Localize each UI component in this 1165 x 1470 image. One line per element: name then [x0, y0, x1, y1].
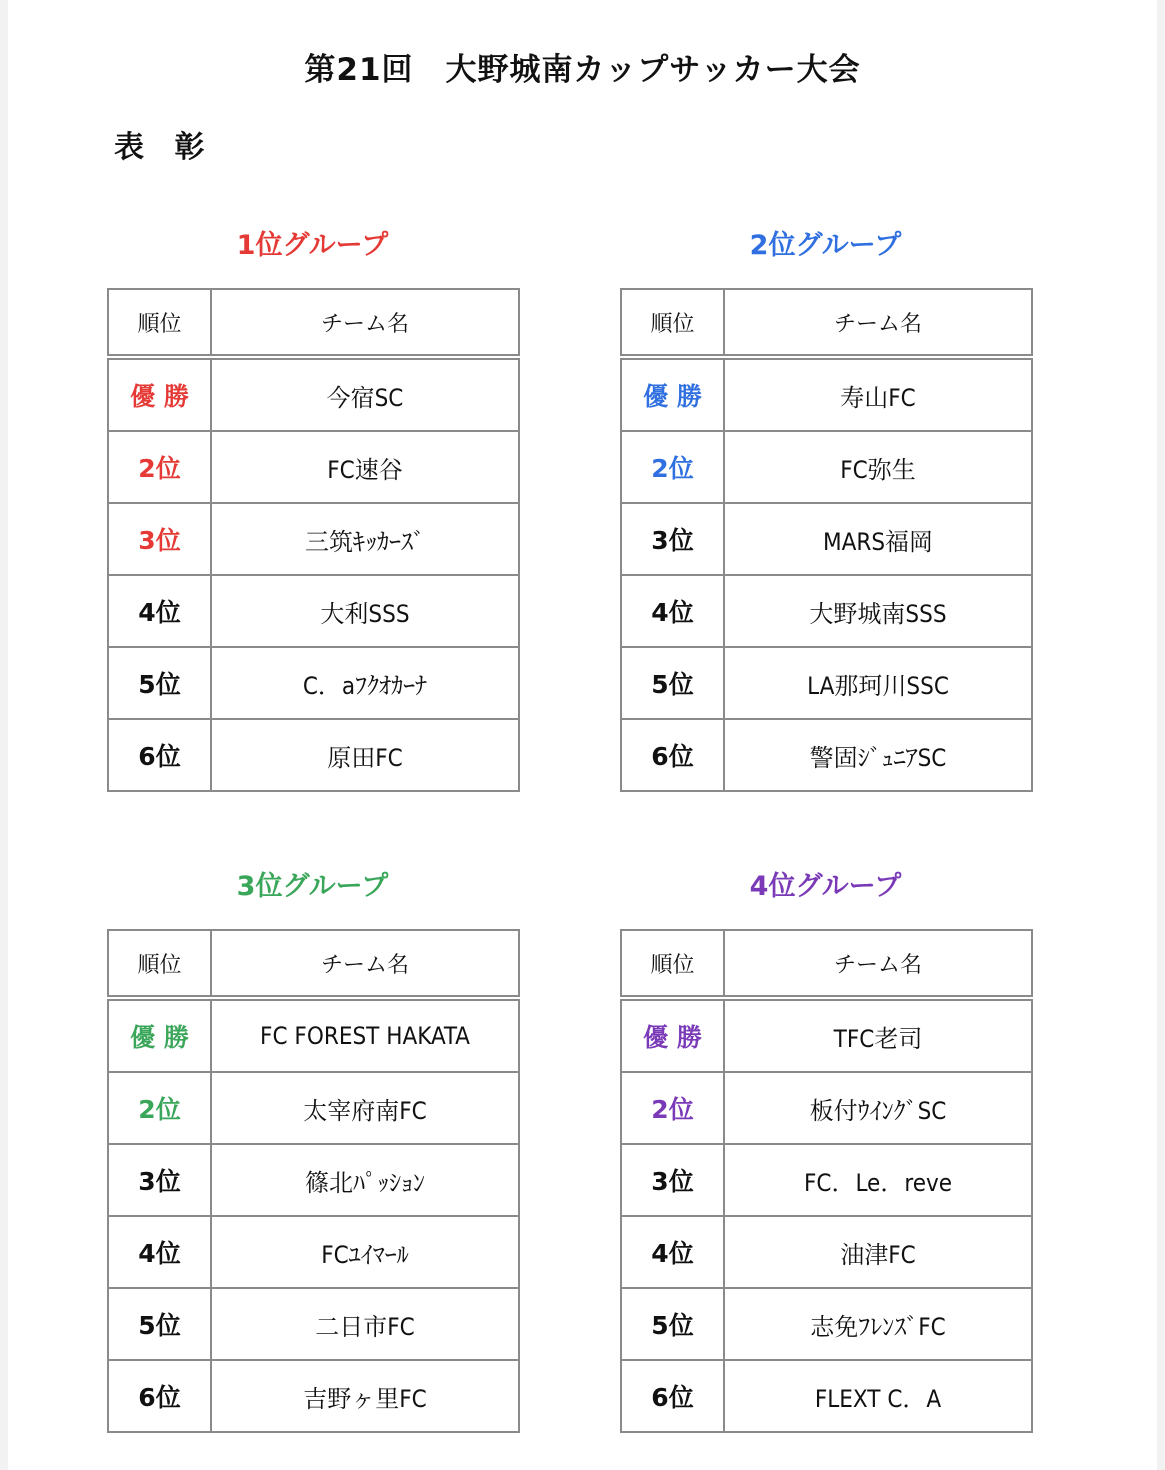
rank-cell: 4位	[108, 1216, 211, 1288]
table-header-row	[621, 289, 1032, 357]
team-column-header: チーム名	[211, 289, 519, 357]
rank-cell: 6位	[108, 1360, 211, 1432]
table-row	[621, 647, 1032, 719]
team-cell: C．aﾌｸｵｶｰﾅ	[211, 647, 519, 719]
rank-cell: 5位	[108, 1288, 211, 1360]
team-cell: TFC老司	[724, 998, 1032, 1072]
rank-cell: 5位	[621, 647, 724, 719]
results-table	[620, 929, 1033, 1433]
team-cell: FC FOREST HAKATA	[211, 998, 519, 1072]
rank-cell: 6位	[621, 1360, 724, 1432]
rank-column-header: 順位	[621, 930, 724, 998]
table-header-row	[108, 289, 519, 357]
rank-cell: 優 勝	[108, 998, 211, 1072]
table-row	[621, 1144, 1032, 1216]
table-row	[108, 575, 519, 647]
team-column-header: チーム名	[724, 930, 1032, 998]
table-row	[108, 1288, 519, 1360]
table-row	[108, 357, 519, 431]
team-cell: LA那珂川SSC	[724, 647, 1032, 719]
rank-cell: 3位	[108, 503, 211, 575]
rank-cell: 優 勝	[621, 998, 724, 1072]
team-cell: 三筑ｷｯｶｰｽﾞ	[211, 503, 519, 575]
table-row	[621, 1216, 1032, 1288]
rank-cell: 5位	[108, 647, 211, 719]
table-row	[108, 647, 519, 719]
table-row	[108, 1360, 519, 1432]
table-row	[108, 503, 519, 575]
group-4-block	[620, 867, 1031, 1433]
table-header-row	[108, 930, 519, 998]
rank-cell: 6位	[621, 719, 724, 791]
rank-cell: 2位	[108, 431, 211, 503]
table-row	[621, 1360, 1032, 1432]
team-cell: 二日市FC	[211, 1288, 519, 1360]
group-title: 4位グループ	[749, 871, 902, 902]
team-cell: FLEXT C．A	[724, 1360, 1032, 1432]
team-cell: FC．Le．reve	[724, 1144, 1032, 1216]
team-column-header: チーム名	[724, 289, 1032, 357]
rank-cell: 2位	[621, 431, 724, 503]
team-cell: 大野城南SSS	[724, 575, 1032, 647]
team-cell: 原田FC	[211, 719, 519, 791]
rank-cell: 3位	[621, 1144, 724, 1216]
rank-cell: 4位	[621, 575, 724, 647]
group-2-block	[620, 226, 1031, 792]
team-cell: 板付ｳｲﾝｸﾞSC	[724, 1072, 1032, 1144]
table-header-row	[621, 930, 1032, 998]
table-row	[621, 1072, 1032, 1144]
group-title: 1位グループ	[236, 230, 389, 261]
rank-cell: 5位	[621, 1288, 724, 1360]
team-cell: 吉野ヶ里FC	[211, 1360, 519, 1432]
team-cell: 油津FC	[724, 1216, 1032, 1288]
table-row	[108, 719, 519, 791]
rank-column-header: 順位	[108, 930, 211, 998]
team-cell: 警固ｼﾞｭﾆｱSC	[724, 719, 1032, 791]
group-title: 3位グループ	[236, 871, 389, 902]
table-row	[108, 431, 519, 503]
team-cell: 寿山FC	[724, 357, 1032, 431]
table-row	[108, 1072, 519, 1144]
table-row	[621, 431, 1032, 503]
results-table	[620, 288, 1033, 792]
team-cell: 志免ﾌﾚﾝｽﾞFC	[724, 1288, 1032, 1360]
table-row	[621, 575, 1032, 647]
rank-cell: 優 勝	[621, 357, 724, 431]
table-row	[621, 357, 1032, 431]
table-row	[621, 719, 1032, 791]
group-1-block	[107, 226, 518, 792]
team-cell: 今宿SC	[211, 357, 519, 431]
rank-cell: 3位	[108, 1144, 211, 1216]
table-row	[108, 998, 519, 1072]
rank-cell: 4位	[621, 1216, 724, 1288]
team-cell: 大利SSS	[211, 575, 519, 647]
team-column-header: チーム名	[211, 930, 519, 998]
rank-cell: 3位	[621, 503, 724, 575]
group-title: 2位グループ	[749, 230, 902, 261]
rank-cell: 2位	[621, 1072, 724, 1144]
team-cell: 太宰府南FC	[211, 1072, 519, 1144]
rank-cell: 6位	[108, 719, 211, 791]
results-table	[107, 929, 520, 1433]
rank-cell: 4位	[108, 575, 211, 647]
team-cell: FCﾕｲﾏｰﾙ	[211, 1216, 519, 1288]
table-row	[108, 1144, 519, 1216]
rank-cell: 優 勝	[108, 357, 211, 431]
rank-column-header: 順位	[621, 289, 724, 357]
table-row	[108, 1216, 519, 1288]
section-heading: 表 彰	[114, 130, 215, 165]
team-cell: FC速谷	[211, 431, 519, 503]
table-row	[621, 998, 1032, 1072]
rank-column-header: 順位	[108, 289, 211, 357]
table-row	[621, 1288, 1032, 1360]
results-table	[107, 288, 520, 792]
table-row	[621, 503, 1032, 575]
team-cell: MARS福岡	[724, 503, 1032, 575]
rank-cell: 2位	[108, 1072, 211, 1144]
team-cell: 篠北ﾊﾟｯｼｮﾝ	[211, 1144, 519, 1216]
group-3-block	[107, 867, 518, 1433]
team-cell: FC弥生	[724, 431, 1032, 503]
page-title: 第21回 大野城南カップサッカー大会	[304, 52, 861, 88]
